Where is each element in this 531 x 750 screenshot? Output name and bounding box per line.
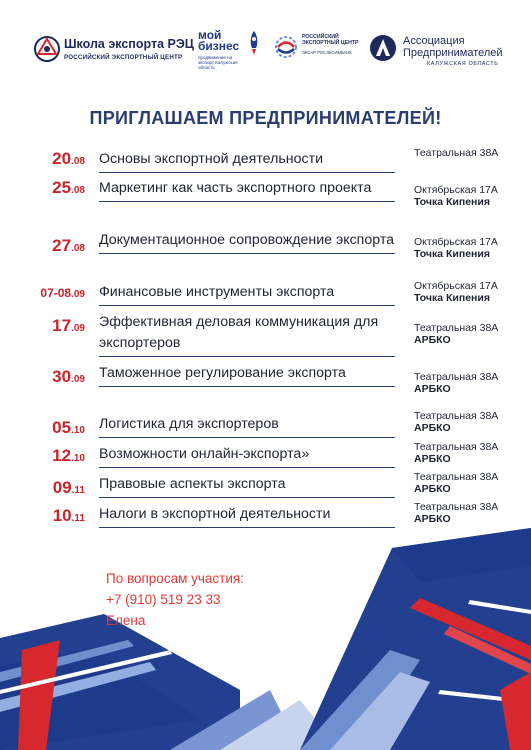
event-date — [53, 478, 85, 498]
contact-phone[interactable]: +7 (910) 519 23 33 — [106, 592, 221, 607]
event-date — [52, 418, 85, 438]
contact-block — [106, 568, 244, 631]
assoc-name-1: Ассоциация — [403, 35, 465, 47]
venue-place: АРБКО — [414, 383, 451, 395]
rec-logo-sub: ЭКСАР РОСЭКСИМБАНК — [302, 50, 352, 55]
venue-place: АРБКО — [414, 422, 451, 434]
event-month: .11 — [71, 485, 85, 496]
event-title: Правовые аспекты экспорта — [99, 474, 395, 498]
venue-street: Театральная 38А — [414, 471, 499, 483]
event-date — [53, 506, 85, 526]
event-title: Маркетинг как часть экспортного проекта — [99, 178, 395, 202]
venue-street: Театральная 38А — [414, 441, 499, 453]
venue-street: Октябрьская 17А — [414, 184, 498, 196]
event-venue — [414, 322, 526, 346]
event-day: 25 — [52, 178, 72, 197]
event-day: 12 — [52, 446, 72, 465]
rocket-icon — [246, 30, 262, 56]
event-month: .10 — [71, 453, 85, 464]
event-title: Финансовые инструменты экспорта — [99, 282, 395, 306]
venue-place: Точка Кипения — [414, 292, 490, 304]
event-month: .09 — [71, 374, 85, 385]
event-day: 05 — [52, 418, 72, 437]
venue-street: Театральная 38А — [414, 501, 499, 513]
school-export-logo — [32, 30, 192, 70]
page-headline: ПРИГЛАШАЕМ ПРЕДПРИНИМАТЕЛЕЙ! — [89, 108, 442, 128]
my-business-logo — [196, 28, 264, 76]
rec-logo-name: РОССИЙСКИЙ ЭКСПОРТНЫЙ ЦЕНТР — [302, 34, 359, 46]
mybiz-sub: продвижение на экспорт Калужская область — [198, 55, 238, 70]
venue-street: Театральная 38А — [414, 147, 499, 159]
school-logo-name: Школа экспорта РЭЦ — [64, 37, 194, 51]
association-emblem-icon — [369, 34, 397, 62]
event-date — [52, 149, 85, 169]
school-emblem-icon — [32, 34, 62, 64]
event-date — [52, 446, 85, 466]
event-title: Возможности онлайн-экспорта» — [99, 444, 395, 468]
event-month: .08 — [71, 185, 85, 196]
venue-street: Октябрьская 17А — [414, 280, 498, 292]
assoc-region: КАЛУЖСКАЯ ОБЛАСТЬ — [427, 61, 499, 67]
venue-place: Точка Кипения — [414, 248, 490, 260]
event-day: 17 — [52, 316, 72, 335]
event-title: Налоги в экспортной деятельности — [99, 504, 395, 528]
event-date — [52, 316, 85, 336]
event-title: Эффективная деловая коммуникация для экспортеров — [99, 312, 395, 357]
venue-place: АРБКО — [414, 334, 451, 346]
school-logo-sub: РОССИЙСКИЙ ЭКСПОРТНЫЙ ЦЕНТР — [64, 54, 183, 61]
venue-street: Октябрьская 17А — [414, 236, 498, 248]
mybiz-name-2: бизнес — [198, 39, 240, 53]
contact-person: Елена — [106, 613, 146, 628]
event-day: 09 — [52, 478, 72, 497]
venue-place: АРБКО — [414, 513, 451, 525]
event-venue — [414, 410, 526, 434]
event-month: .11 — [71, 513, 85, 524]
event-venue — [414, 471, 526, 495]
event-title: Документационное сопровождение экспорта — [99, 230, 395, 254]
contact-label: По вопросам участия: — [106, 571, 244, 586]
event-venue — [414, 147, 526, 159]
event-day: 27 — [52, 236, 72, 255]
event-date — [40, 284, 85, 302]
event-month: .09 — [71, 323, 85, 334]
venue-street: Театральная 38А — [414, 410, 499, 422]
event-month: .10 — [71, 425, 85, 436]
rec-emblem-icon — [272, 34, 300, 60]
event-date — [52, 367, 85, 387]
venue-place: АРБКО — [414, 453, 451, 465]
event-title: Логистика для экспортеров — [99, 414, 395, 438]
mybiz-name-1: мой — [198, 28, 222, 42]
rec-logo — [272, 30, 364, 70]
event-venue — [414, 501, 526, 525]
event-date — [52, 178, 85, 198]
event-month: .09 — [71, 289, 85, 300]
event-venue — [414, 371, 526, 395]
venue-place: АРБКО — [414, 483, 451, 495]
logo-bar — [0, 0, 531, 90]
venue-street: Театральная 38А — [414, 322, 499, 334]
event-title: Основы экспортной деятельности — [99, 149, 395, 173]
event-month: .08 — [71, 243, 85, 254]
event-day: 20 — [52, 149, 72, 168]
event-month: .08 — [71, 156, 85, 167]
event-venue — [414, 236, 526, 260]
assoc-name-2: Предпринимателей — [403, 47, 503, 59]
venue-place: Точка Кипения — [414, 196, 490, 208]
event-day: 10 — [52, 506, 72, 525]
association-logo — [369, 32, 519, 72]
event-day: 07-08 — [40, 286, 72, 300]
event-venue — [414, 184, 526, 208]
event-date — [52, 236, 85, 256]
event-day: 30 — [52, 367, 72, 386]
event-venue — [414, 441, 526, 465]
venue-street: Театральная 38А — [414, 371, 499, 383]
event-title: Таможенное регулирование экспорта — [99, 363, 395, 387]
event-venue — [414, 280, 526, 304]
